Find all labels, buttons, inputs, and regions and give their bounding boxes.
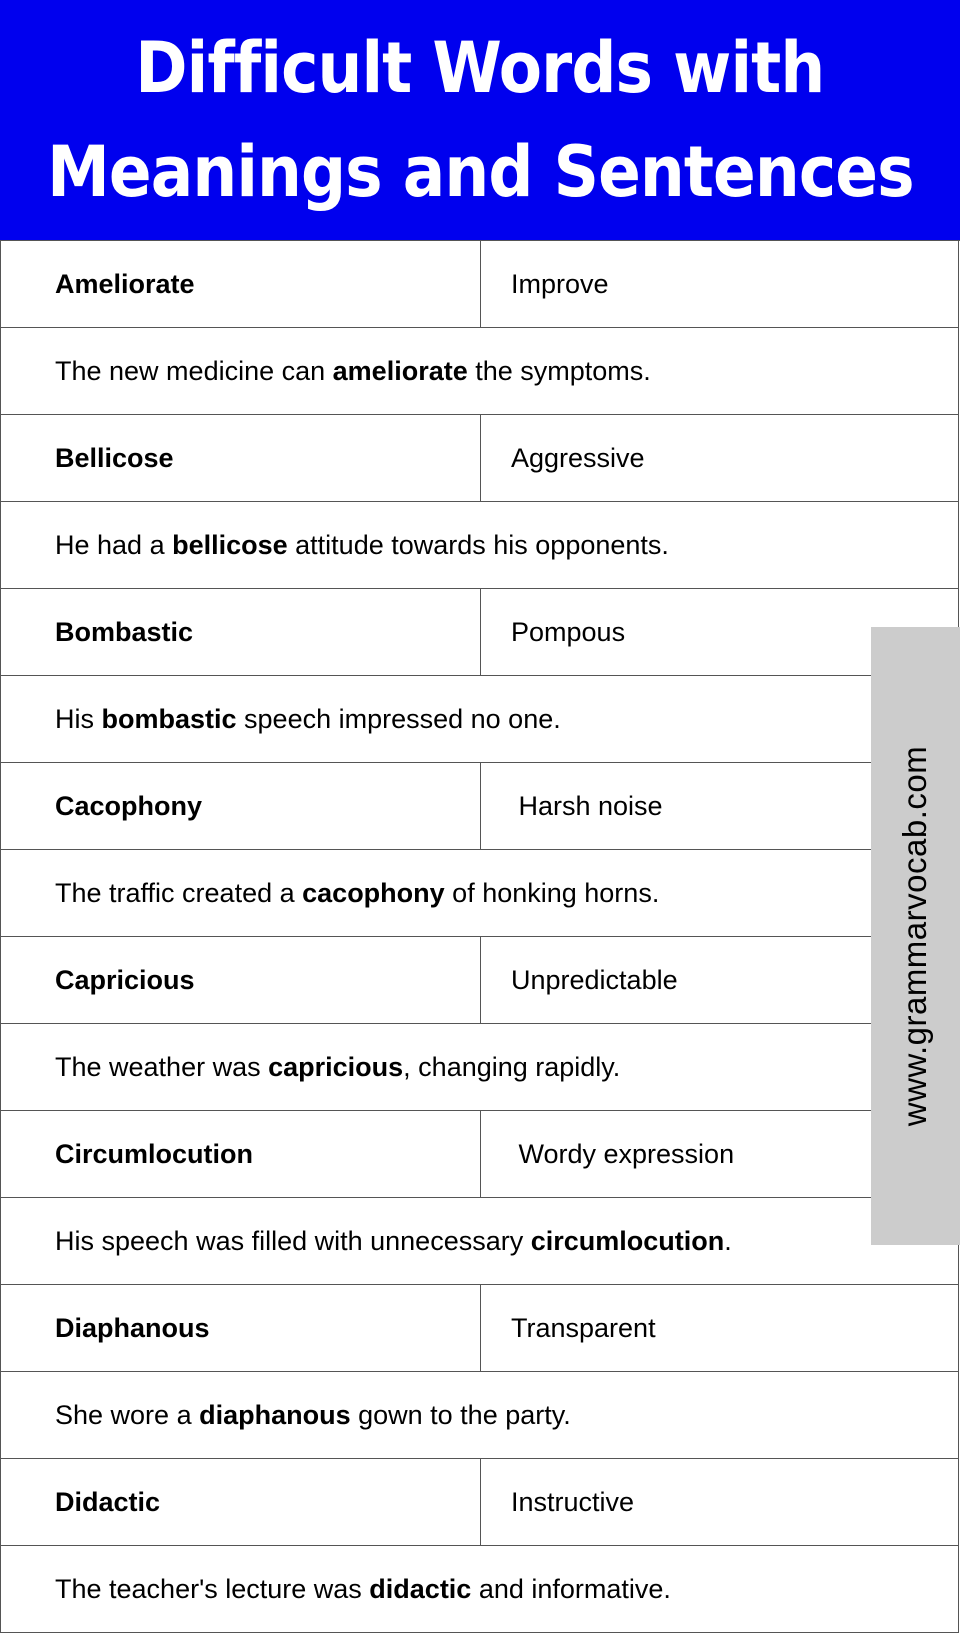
highlighted-word: bellicose [172, 529, 288, 560]
meaning-cell: Wordy expression [511, 1138, 735, 1169]
sentence-row [0, 1546, 959, 1633]
sentence-cell: The weather was capricious, changing rapidly. [55, 1051, 621, 1082]
sentence-cell: His bombastic speech impressed no one. [55, 703, 561, 734]
meaning-cell: Aggressive [511, 442, 645, 473]
meaning-cell: Transparent [511, 1312, 656, 1343]
sentence-row [0, 1372, 959, 1459]
highlighted-word: diaphanous [199, 1399, 351, 1430]
meaning-cell: Harsh noise [511, 790, 663, 821]
sentence-cell: The traffic created a cacophony of honking horns. [55, 877, 660, 908]
sentence-row [0, 850, 959, 937]
meaning-cell: Instructive [511, 1486, 635, 1517]
word-row [0, 415, 959, 502]
word-row [0, 1111, 959, 1198]
sentence-cell: The teacher's lecture was didactic and informative. [55, 1573, 671, 1604]
meaning-cell: Unpredictable [511, 964, 678, 995]
page-title-line-2: Meanings and Sentences [46, 131, 914, 213]
watermark-text: www.grammarvocab.com [896, 745, 934, 1127]
word-row [0, 241, 959, 328]
word-cell: Didactic [1, 1459, 481, 1545]
highlighted-word: cacophony [302, 877, 445, 908]
page-title-line-1: Difficult Words with [135, 27, 825, 109]
highlighted-word: circumlocution [530, 1225, 725, 1256]
sentence-cell: His speech was filled with unnecessary circumlocution. [55, 1225, 732, 1256]
word-cell: Capricious [1, 937, 481, 1023]
word-row [0, 763, 959, 850]
word-cell: Circumlocution [1, 1111, 481, 1197]
highlighted-word: capricious [268, 1051, 404, 1082]
sentence-row [0, 502, 959, 589]
word-cell: Bombastic [1, 589, 481, 675]
sentence-cell: The new medicine can ameliorate the symptoms. [55, 355, 651, 386]
sentence-row [0, 1024, 959, 1111]
highlighted-word: ameliorate [332, 355, 468, 386]
vocabulary-table [0, 240, 960, 1632]
word-row [0, 589, 959, 676]
word-cell: Ameliorate [1, 241, 481, 327]
watermark-panel [871, 627, 960, 1245]
highlighted-word: bombastic [101, 703, 237, 734]
word-row [0, 1285, 959, 1372]
title-banner [0, 0, 960, 240]
highlighted-word: didactic [369, 1573, 472, 1604]
sentence-row [0, 328, 959, 415]
meaning-cell: Pompous [511, 616, 626, 647]
word-row [0, 1459, 959, 1546]
word-cell: Bellicose [1, 415, 481, 501]
word-cell: Cacophony [1, 763, 481, 849]
meaning-cell: Improve [511, 268, 609, 299]
sentence-row [0, 1198, 959, 1285]
sentence-cell: She wore a diaphanous gown to the party. [55, 1399, 571, 1430]
sentence-cell: He had a bellicose attitude towards his opponents. [55, 529, 669, 560]
word-row [0, 937, 959, 1024]
word-cell: Diaphanous [1, 1285, 481, 1371]
sentence-row [0, 676, 959, 763]
